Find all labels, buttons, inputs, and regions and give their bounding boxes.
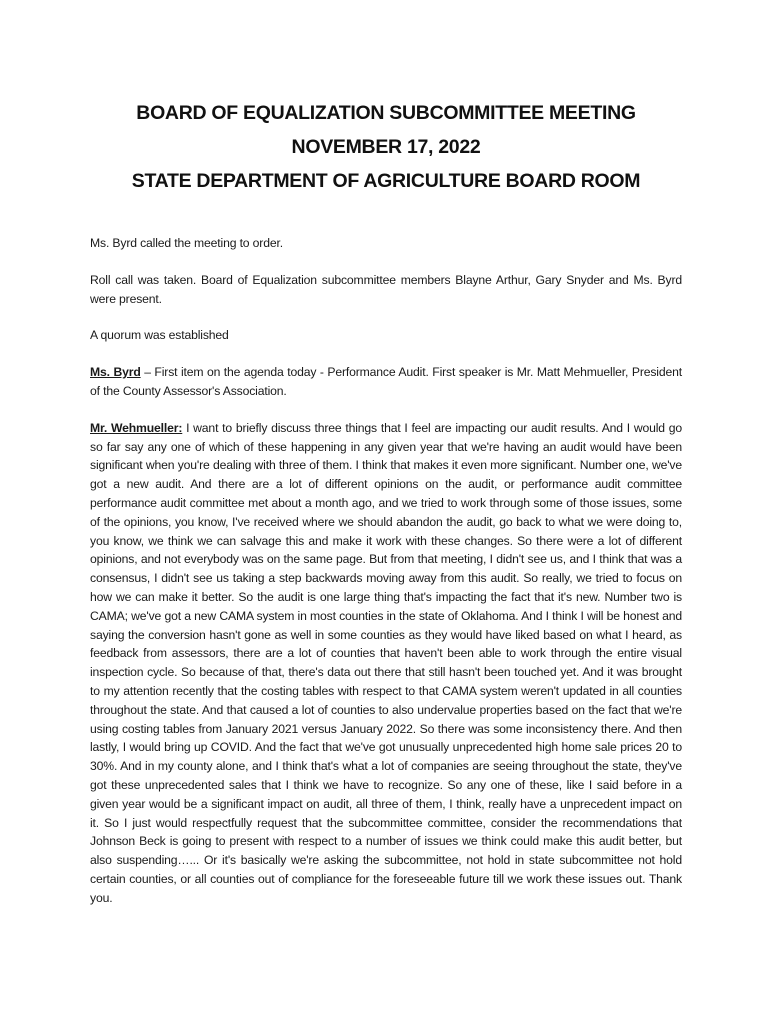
paragraph-call-to-order: Ms. Byrd called the meeting to order. <box>90 236 283 250</box>
title-line-1: BOARD OF EQUALIZATION SUBCOMMITTEE MEETING <box>136 102 636 124</box>
speaker-remarks: I want to briefly discuss three things that I feel are impacting our audit results. And I would go so far say any one of which of these happening in any given year that we're having an audit would have been significant when you're dealing with three of them. I think that makes it even more significant. Number one, we've got a new audit. And there are a lot of different opinions on the audit, or performance audit committee performance audit committee met about a month ago, and we tried to work through some of those issues, some of the opinions, you know, I've received where we should abandon the audit, go back to what we were doing to, you know, we think we can salvage this and make it work with these changes. So there were a lot of different opinions, and not everybody was on the same page. But from that meeting, I didn't see us, and I think that was a consensus, I didn't see us taking a step backwards moving away from this audit. So really, we tried to focus on how we can make it better. So the audit is one large thing that's impacting the fact that it's new. Number two is CAMA; we've got a new CAMA system in most counties in the state of Oklahoma. And I think I will be honest and saying the conversion hasn't gone as well in some counties as they would have liked based on what I heard, as feedback from assessors, there are a lot of counties that haven't been able to work through the entire visual inspection cycle. So because of that, there's data out there that still hasn't been touched yet. And it was brought to my attention recently that the costing tables with respect to that CAMA system weren't updated in all counties throughout the state. And that caused a lot of counties to also undervalue properties based on the fact that we're using costing tables from January 2021 versus January 2022. So there was some inconsistency there. And then lastly, I would bring up COVID. And the fact that we've got unusually unprecedented high home sale prices 20 to 30%. And in my county alone, and I think that's what a lot of companies are seeing throughout the state, they've got these unprecedented sales that I think we have to recognize. So any one of these, like I said before in a given year would be a significant impact on audit, all three of them, I think, really have a unprecedent impact on it. So I just would respectfully request that the subcommittee committee, consider the recommendations that Johnson Beck is going to present with respect to a number of issues we think could make this audit better, but also suspending…... Or it's basically we're asking the subcommittee, not hold in state subcommittee not hold certain counties, or all counties out of compliance for the foreseeable future till we work these issues out. Thank you. <box>90 420 682 905</box>
paragraph-byrd-remarks <box>90 363 682 401</box>
title-line-2: NOVEMBER 17, 2022 <box>291 136 481 158</box>
title-line-3: STATE DEPARTMENT OF AGRICULTURE BOARD ROOM <box>131 170 641 192</box>
speaker-name: Mr. Wehmueller: <box>90 420 183 435</box>
speaker-remarks: – First item on the agenda today - Performance Audit. First speaker is Mr. Matt Mehmueller, President of the County Assessor's Association. <box>90 365 682 398</box>
paragraph-quorum: A quorum was established <box>90 328 229 343</box>
document-page <box>90 96 682 926</box>
document-title <box>90 96 682 198</box>
speaker-name: Ms. Byrd <box>90 365 141 380</box>
paragraph-wehmueller-remarks <box>90 419 682 908</box>
paragraph-roll-call: Roll call was taken. Board of Equalization subcommittee members Blayne Arthur, Gary Snyder and Ms. Byrd were present. <box>90 272 682 306</box>
